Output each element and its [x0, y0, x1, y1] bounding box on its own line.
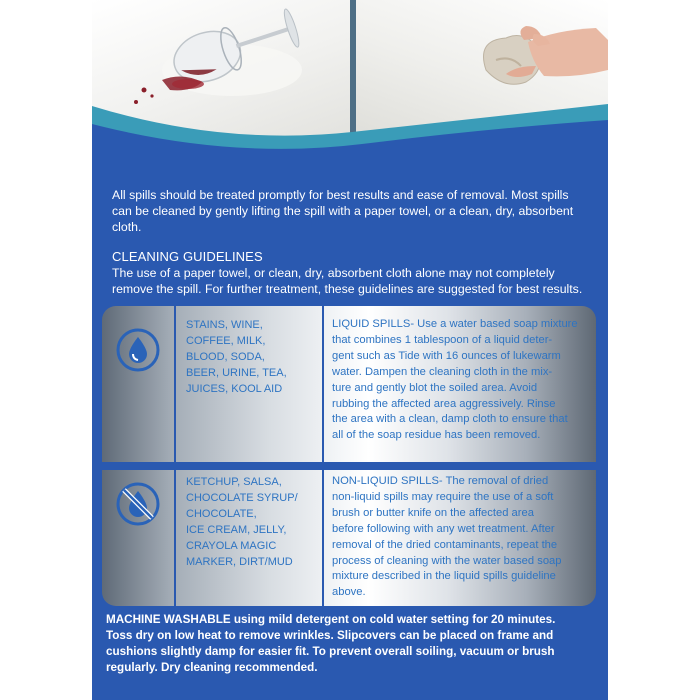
non-liquid-desc-line: removal of the dried contaminants, repeat the [332, 538, 558, 551]
liquid-spills-instructions [332, 317, 588, 444]
non-liquid-stain-item: CHOCOLATE SYRUP/ [186, 492, 298, 504]
liquid-desc-line: LIQUID SPILLS- Use a water based soap mixture [332, 318, 578, 330]
non-liquid-spills-instructions [332, 474, 588, 601]
machine-line: regularly. Dry cleaning recommended. [106, 661, 318, 674]
non-liquid-stain-item: CRAYOLA MAGIC [186, 540, 277, 552]
product-info-card [92, 0, 608, 700]
guidelines-line: The use of a paper towel, or clean, dry, absorbent cloth alone may not completely [112, 266, 555, 280]
liquid-desc-line: gent such as Tide with 16 ounces of lukewarm [332, 349, 561, 362]
intro-line: All spills should be treated promptly for best results and ease of removal. Most spills [112, 188, 569, 202]
liquid-stain-item: BEER, URINE, TEA, [186, 367, 287, 379]
liquid-stain-item: STAINS, WINE, [186, 319, 263, 331]
liquid-desc-line: all of the soap residue has been removed. [332, 429, 541, 442]
liquid-stains-list [186, 317, 316, 397]
liquid-desc-line: water. Dampen the cleaning cloth in the mix- [332, 365, 553, 378]
non-liquid-desc-line: non-liquid spills may require the use of a soft [332, 490, 554, 503]
liquid-stain-item: JUICES, KOOL AID [186, 383, 283, 395]
no-water-drop-icon [116, 482, 160, 526]
non-liquid-desc-line: process of cleaning with the water based soap [332, 554, 562, 567]
guidelines-paragraph [112, 266, 592, 297]
intro-paragraph [112, 187, 592, 235]
non-liquid-stains-list [186, 474, 316, 570]
machine-line: cushions slightly damp for easier fit. To prevent overall soiling, vacuum or brush [106, 645, 555, 658]
panel-column-divider [322, 306, 324, 606]
guidelines-line: remove the spill. For further treatment, these guidelines are suggested for best results. [112, 281, 583, 296]
liquid-stain-item: COFFEE, MILK, [186, 335, 266, 347]
liquid-stain-item: BLOOD, SODA, [186, 351, 265, 363]
panel-column-divider [174, 306, 176, 606]
intro-line: can be cleaned by gently lifting the spill with a paper towel, or a clean, dry, absorbent [112, 204, 574, 218]
machine-washable-instructions [106, 612, 606, 676]
panel-row-divider [102, 462, 596, 470]
non-liquid-stain-item: KETCHUP, SALSA, [186, 476, 282, 488]
non-liquid-desc-line: NON-LIQUID SPILLS- The removal of dried [332, 475, 549, 487]
cleaning-guidelines-heading: CLEANING GUIDELINES [112, 249, 263, 264]
non-liquid-stain-item: MARKER, DIRT/MUD [186, 556, 293, 568]
non-liquid-stain-item: ICE CREAM, JELLY, [186, 524, 287, 536]
water-drop-icon [116, 328, 160, 372]
decorative-wave [92, 98, 608, 168]
non-liquid-stain-item: CHOCOLATE, [186, 508, 257, 520]
spill-guidelines-panel [102, 306, 596, 606]
non-liquid-desc-line: mixture described in the liquid spills guideline [332, 570, 556, 583]
machine-line: MACHINE WASHABLE using mild detergent on cold water setting for 20 minutes. [106, 613, 556, 626]
non-liquid-desc-line: brush or butter knife on the affected area [332, 506, 534, 519]
intro-line: cloth. [112, 220, 142, 234]
liquid-desc-line: rubbing the affected area aggressively. Rinse [332, 397, 556, 410]
non-liquid-desc-line: before following with any wet treatment. After [332, 522, 555, 535]
machine-line: Toss dry on low heat to remove wrinkles. Slipcovers can be placed on frame and [106, 629, 554, 642]
liquid-desc-line: that combines 1 tablespoon of a liquid deter- [332, 333, 553, 346]
non-liquid-desc-line: above. [332, 586, 366, 599]
liquid-desc-line: the area with a clean, damp cloth to ensure that [332, 413, 568, 426]
liquid-desc-line: ture and gently blot the soiled area. Avoid [332, 381, 538, 394]
